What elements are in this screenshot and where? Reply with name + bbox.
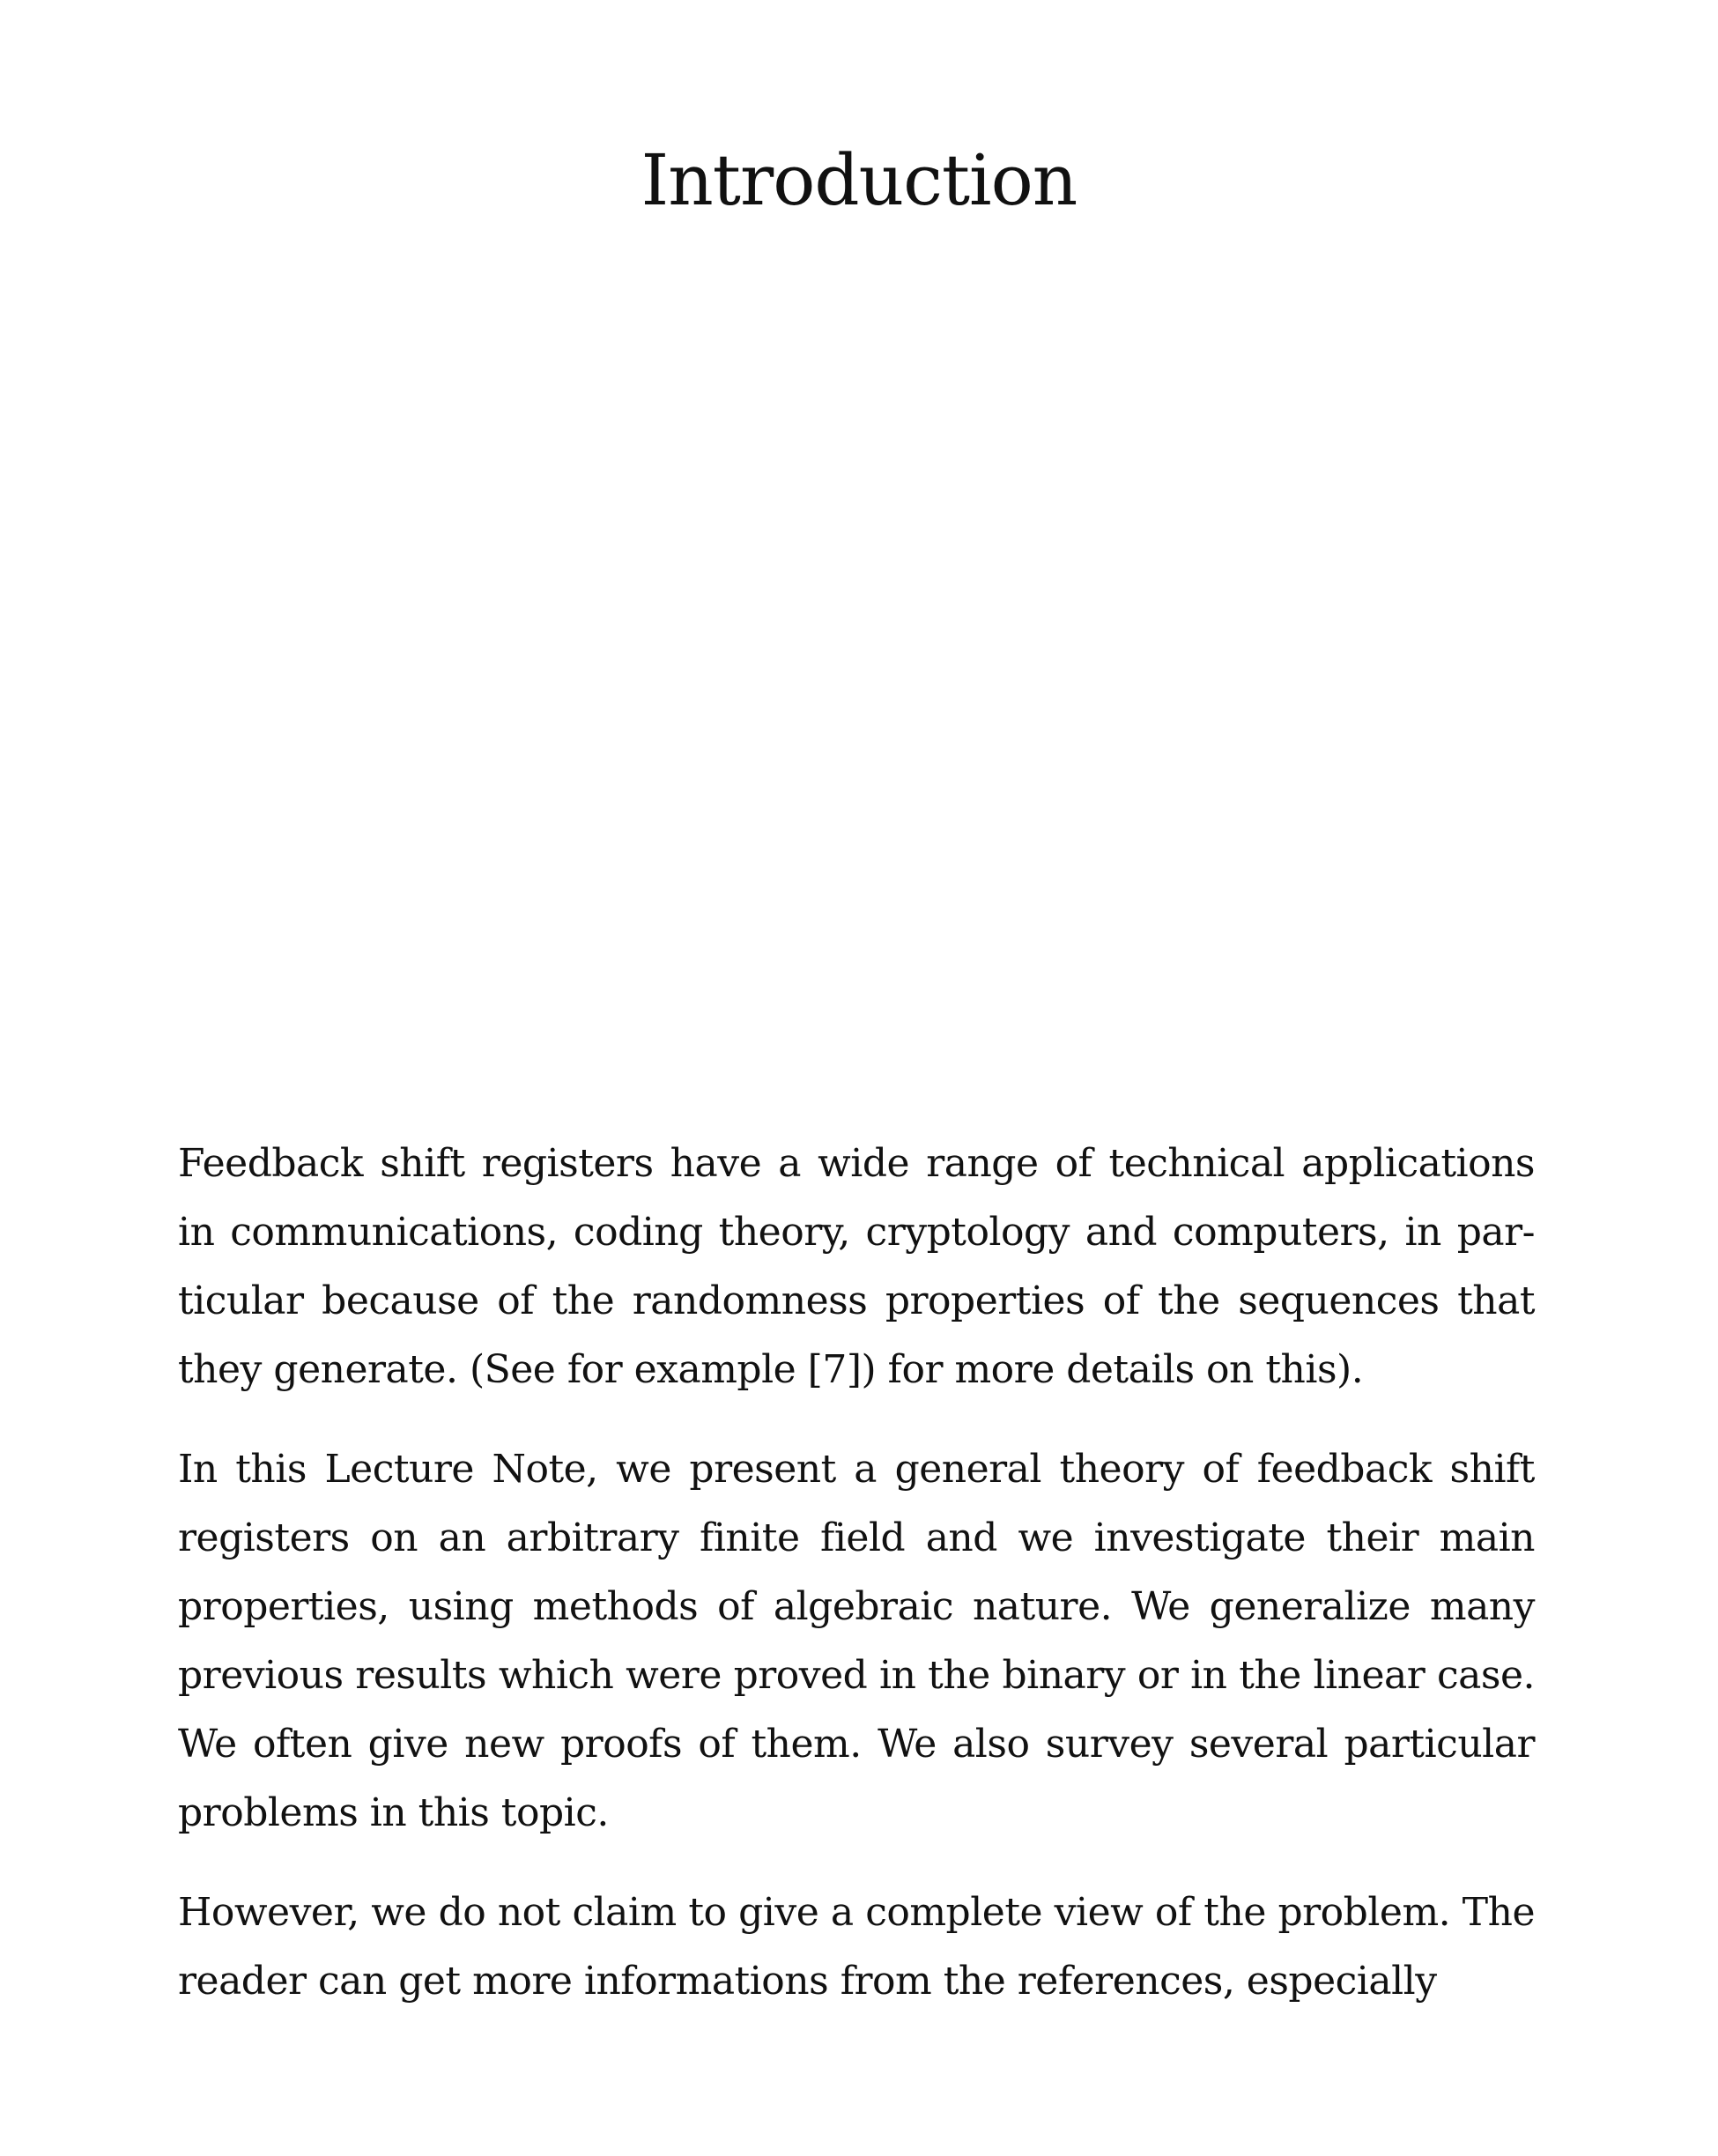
paragraph-1: Feedback shift registers have a wide range of technical applications in communications, coding theory, cryptology and computers, in par-ticular because of the randomness properties of the sequences that they generate. (See for example [7]) for more details on this). bbox=[178, 1141, 1535, 1392]
paragraph-3: However, we do not claim to give a complete view of the problem. The reader can get more informations from the references, especially bbox=[178, 1890, 1535, 2004]
body-text bbox=[178, 1130, 1535, 2047]
paragraph-2: In this Lecture Note, we present a general theory of feedback shift registers on an arbitrary finite field and we investigate their main properties, using methods of algebraic nature. We generalize many previous results which were proved in the binary or in the linear case. We often give new proofs of them. We also survey several particular problems in this topic. bbox=[178, 1447, 1535, 1835]
chapter-title: Introduction bbox=[641, 139, 1077, 221]
